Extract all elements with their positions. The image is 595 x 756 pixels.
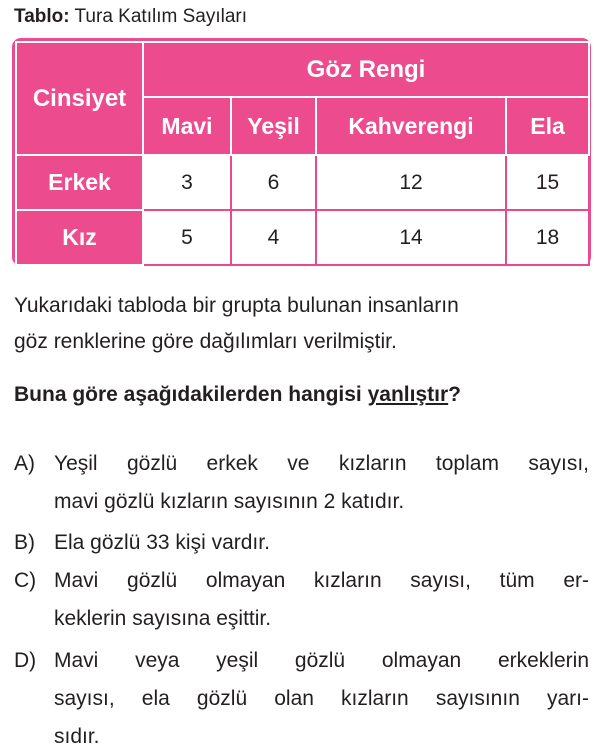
option-letter: C) <box>14 569 37 592</box>
option-line: keklerin sayısına eşittir. <box>54 607 272 630</box>
row-header: Kız <box>16 210 143 265</box>
caption-title: Tura Katılım Sayıları <box>74 6 247 27</box>
table-cell: 18 <box>506 210 589 265</box>
option-letter: B) <box>14 531 35 554</box>
table-cell: 6 <box>231 155 316 210</box>
table-row <box>16 210 589 265</box>
column-header: Yeşil <box>231 97 316 155</box>
option-line: sayısı, ela gözlü olan kızların sayısının yarı- <box>54 687 589 710</box>
row-header: Erkek <box>16 155 143 210</box>
option-b[interactable] <box>14 524 589 562</box>
gender-header: Cinsiyet <box>16 42 143 155</box>
option-line: Ela gözlü 33 kişi vardır. <box>54 531 270 554</box>
caption-label: Tablo: <box>14 6 70 27</box>
eye-color-header: Göz Rengi <box>143 42 589 97</box>
question-stem <box>14 383 461 407</box>
option-letter: D) <box>14 649 37 672</box>
option-line: Mavi gözlü olmayan kızların sayısı, tüm er- <box>54 569 589 592</box>
option-line: Mavi veya yeşil gözlü olmayan erkeklerin <box>54 649 589 672</box>
paragraph-line: Yukarıdaki tabloda bir grupta bulunan insanların <box>14 294 459 317</box>
option-line: mavi gözlü kızların sayısının 2 katıdır. <box>54 490 405 513</box>
intro-paragraph <box>14 288 589 360</box>
table-cell: 3 <box>143 155 231 210</box>
option-line: sıdır. <box>54 725 100 748</box>
table-cell: 14 <box>316 210 506 265</box>
column-header: Ela <box>506 97 589 155</box>
question-text: Buna göre aşağıdakilerden hangisi <box>14 383 368 406</box>
question-mark: ? <box>448 383 461 406</box>
option-a[interactable] <box>14 445 589 521</box>
table-cell: 4 <box>231 210 316 265</box>
option-line: Yeşil gözlü erkek ve kızların toplam sayısı, <box>54 452 589 475</box>
option-d[interactable] <box>14 642 589 756</box>
table-cell: 12 <box>316 155 506 210</box>
table-caption <box>14 6 247 28</box>
column-header: Kahverengi <box>316 97 506 155</box>
paragraph-line: göz renklerine göre dağılımları verilmiştir. <box>14 330 397 353</box>
eye-color-table <box>15 41 590 266</box>
column-header: Mavi <box>143 97 231 155</box>
table-cell: 15 <box>506 155 589 210</box>
option-letter: A) <box>14 452 35 475</box>
option-c[interactable] <box>14 562 589 638</box>
header-row-top <box>16 42 589 97</box>
table-cell: 5 <box>143 210 231 265</box>
table-row <box>16 155 589 210</box>
question-emphasis: yanlıştır <box>367 383 449 406</box>
data-table <box>12 38 591 266</box>
